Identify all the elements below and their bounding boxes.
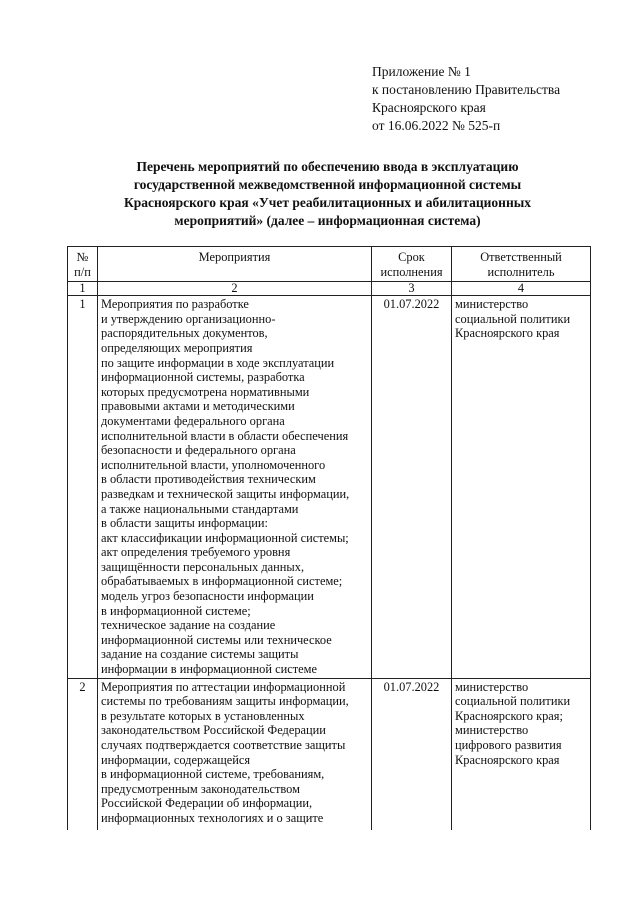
title-line: мероприятий» (далее – информационная система) xyxy=(174,213,481,228)
header-responsible: Ответственный исполнитель xyxy=(452,247,591,282)
deadline-cell: 01.07.2022 xyxy=(372,678,452,830)
activities-table xyxy=(67,246,591,830)
title-line: государственной межведомственной информационной системы xyxy=(133,177,522,192)
title-line: Красноярского края «Учет реабилитационных и абилитационных xyxy=(123,195,532,210)
annex-line: Приложение № 1 xyxy=(372,64,471,79)
row-number: 1 xyxy=(68,296,98,678)
column-number: 1 xyxy=(68,282,98,296)
header-number: № п/п xyxy=(68,247,98,282)
table-row xyxy=(68,296,591,678)
title-line: Перечень мероприятий по обеспечению ввода в эксплуатацию xyxy=(136,159,519,174)
table-row xyxy=(68,678,591,830)
annex-line: к постановлению Правительства xyxy=(372,82,561,97)
responsible-cell: министерство социальной политики Красноярского края; министерство цифрового развития Красноярского края xyxy=(452,678,591,830)
activity-cell: Мероприятия по разработке и утверждению организационно- распорядительных документов, определяющих мероприятия по защите информации в ходе эксплуатации информационной системы, разработка которых предусмотрена нормативными правовыми актами и методическими документами федерального органа исполнительной власти в области обеспечения безопасности и федерального органа исполнительной власти, уполномоченного в области противодействия техническим разведкам и технической защиты информации, а также национальными стандартами в области защиты информации: акт классификации информационной системы; акт определения требуемого уровня защищённости персональных данных, обрабатываемых в информационной системе; модель угроз безопасности информации в информационной системе; техническое задание на создание информационной системы или техническое задание на создание системы защиты информации в информационной системе xyxy=(98,296,372,678)
header-activities: Мероприятия xyxy=(98,247,372,282)
column-number: 4 xyxy=(452,282,591,296)
annex-line: Красноярского края xyxy=(372,100,486,115)
column-number-row xyxy=(68,282,591,296)
header-deadline: Срок исполнения xyxy=(372,247,452,282)
responsible-cell: министерство социальной политики Красноярского края xyxy=(452,296,591,678)
row-number: 2 xyxy=(68,678,98,830)
activity-cell: Мероприятия по аттестации информационной системы по требованиям защиты информации, в результате которых в установленных законодательством Российской Федерации случаях подтверждается соответствие защиты информации, содержащейся в информационной системе, требованиям, предусмотренным законодательством Российской Федерации об информации, информационных технологиях и о защите xyxy=(98,678,372,830)
annex-header xyxy=(372,63,560,135)
column-number: 2 xyxy=(98,282,372,296)
deadline-cell: 01.07.2022 xyxy=(372,296,452,678)
table-header-row xyxy=(68,247,591,282)
annex-line: от 16.06.2022 № 525-п xyxy=(372,118,501,133)
column-number: 3 xyxy=(372,282,452,296)
document-title xyxy=(70,158,585,230)
